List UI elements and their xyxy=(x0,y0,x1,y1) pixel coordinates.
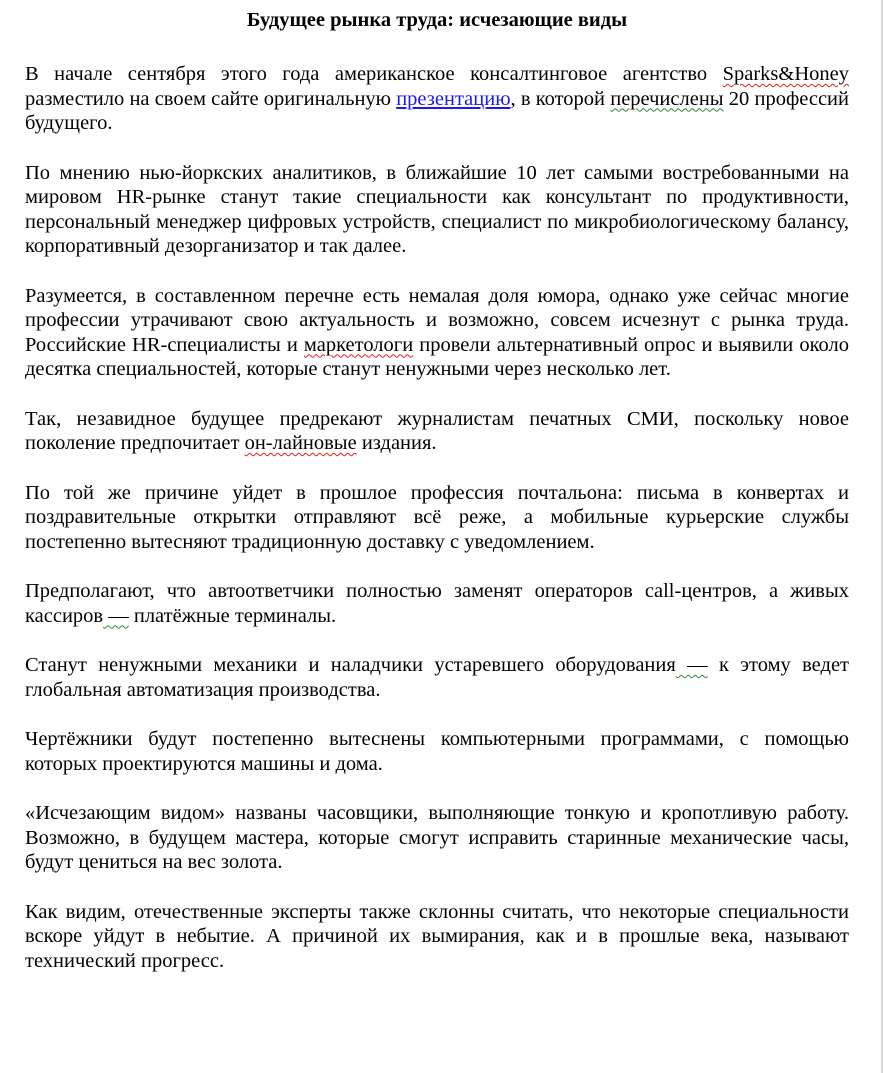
paragraph-7 xyxy=(25,653,849,702)
paragraph-10: Как видим, отечественные эксперты также склонны считать, что некоторые специальности вскоре уйдут в небытие. А причиной их вымирания, как и в прошлые века, называют технический прогресс. xyxy=(25,900,849,972)
paragraph-3-text-b: провели альтернативный опрос и выявили около десятка специальностей, которые станут ненужными через несколько лет. xyxy=(25,333,849,380)
document-title: Будущее рынка труда: исчезающие виды xyxy=(246,9,628,31)
paragraph-4-text-b: издания. xyxy=(356,432,437,454)
paragraph-1-text-c: , в которой xyxy=(510,87,611,110)
grammar-flag-word: перечислены xyxy=(610,87,724,110)
paragraph-6-text-b: платёжные терминалы. xyxy=(128,604,337,627)
grammar-flag-dash: — xyxy=(675,654,708,676)
paragraph-3-text-a: Разумеется, в составленном перечне есть немалая доля юмора, однако уже сейчас многие профессии утрачивают свою актуальность и возможно, совсем исчезнут с рынка труда. Российские HR-специалисты и xyxy=(25,284,849,356)
grammar-flag-dash: — xyxy=(103,604,129,627)
spelling-flag-word: он-лайновые xyxy=(244,432,357,454)
spelling-flag-word: маркетологи xyxy=(303,333,414,356)
paragraph-6-text-a: Предполагают, что автоответчики полностью заменят операторов call-центров, а живых кассиров xyxy=(25,580,849,627)
paragraph-1-text-a: В начале сентября этого года американское консалтинговое агентство xyxy=(25,63,723,85)
paragraph-4-text-a: Так, незавидное будущее предрекают журналистам печатных СМИ, поскольку новое поколение предпочитает xyxy=(25,407,849,454)
paragraph-8: Чертёжники будут постепенно вытеснены компьютерными программами, с помощью которых проектируются машины и дома. xyxy=(25,728,849,775)
paragraph-9: «Исчезающим видом» названы часовщики, выполняющие тонкую и кропотливую работу. Возможно, в будущем мастера, которые смогут исправить старинные механические часы, будут цениться на вес золота. xyxy=(25,802,849,873)
brand-name-spelling-flag: Sparks&Honey xyxy=(722,63,849,85)
paragraph-1 xyxy=(25,62,849,136)
paragraph-5: По той же причине уйдет в прошлое профессия почтальона: письма в конвертах и поздравительные открытки отправляют всё реже, а мобильные курьерские службы постепенно вытесняют традиционную доставку с уведомлением. xyxy=(25,481,849,553)
paragraph-7-text-a: Станут ненужными механики и наладчики устаревшего оборудования xyxy=(25,654,676,676)
paragraph-3 xyxy=(25,284,849,382)
paragraph-6 xyxy=(25,579,849,628)
presentation-link[interactable]: презентацию xyxy=(396,87,511,110)
paragraph-1-text-b: разместило на своем сайте оригинальную xyxy=(25,87,397,110)
paragraph-2: По мнению нью-йоркских аналитиков, в ближайшие 10 лет самыми востребованными на мировом HR-рынке станут такие специальности как консультант по продуктивности, персональный менеджер цифровых устройств, специалист по микробиологическому балансу, корпоративный дезорганизатор и так далее. xyxy=(25,161,849,257)
paragraph-4 xyxy=(25,407,849,456)
paragraph-7-text-b: к этому ведет глобальная автоматизация производства. xyxy=(25,654,850,701)
paragraph-1-text-d: 20 профессий будущего. xyxy=(25,87,849,134)
